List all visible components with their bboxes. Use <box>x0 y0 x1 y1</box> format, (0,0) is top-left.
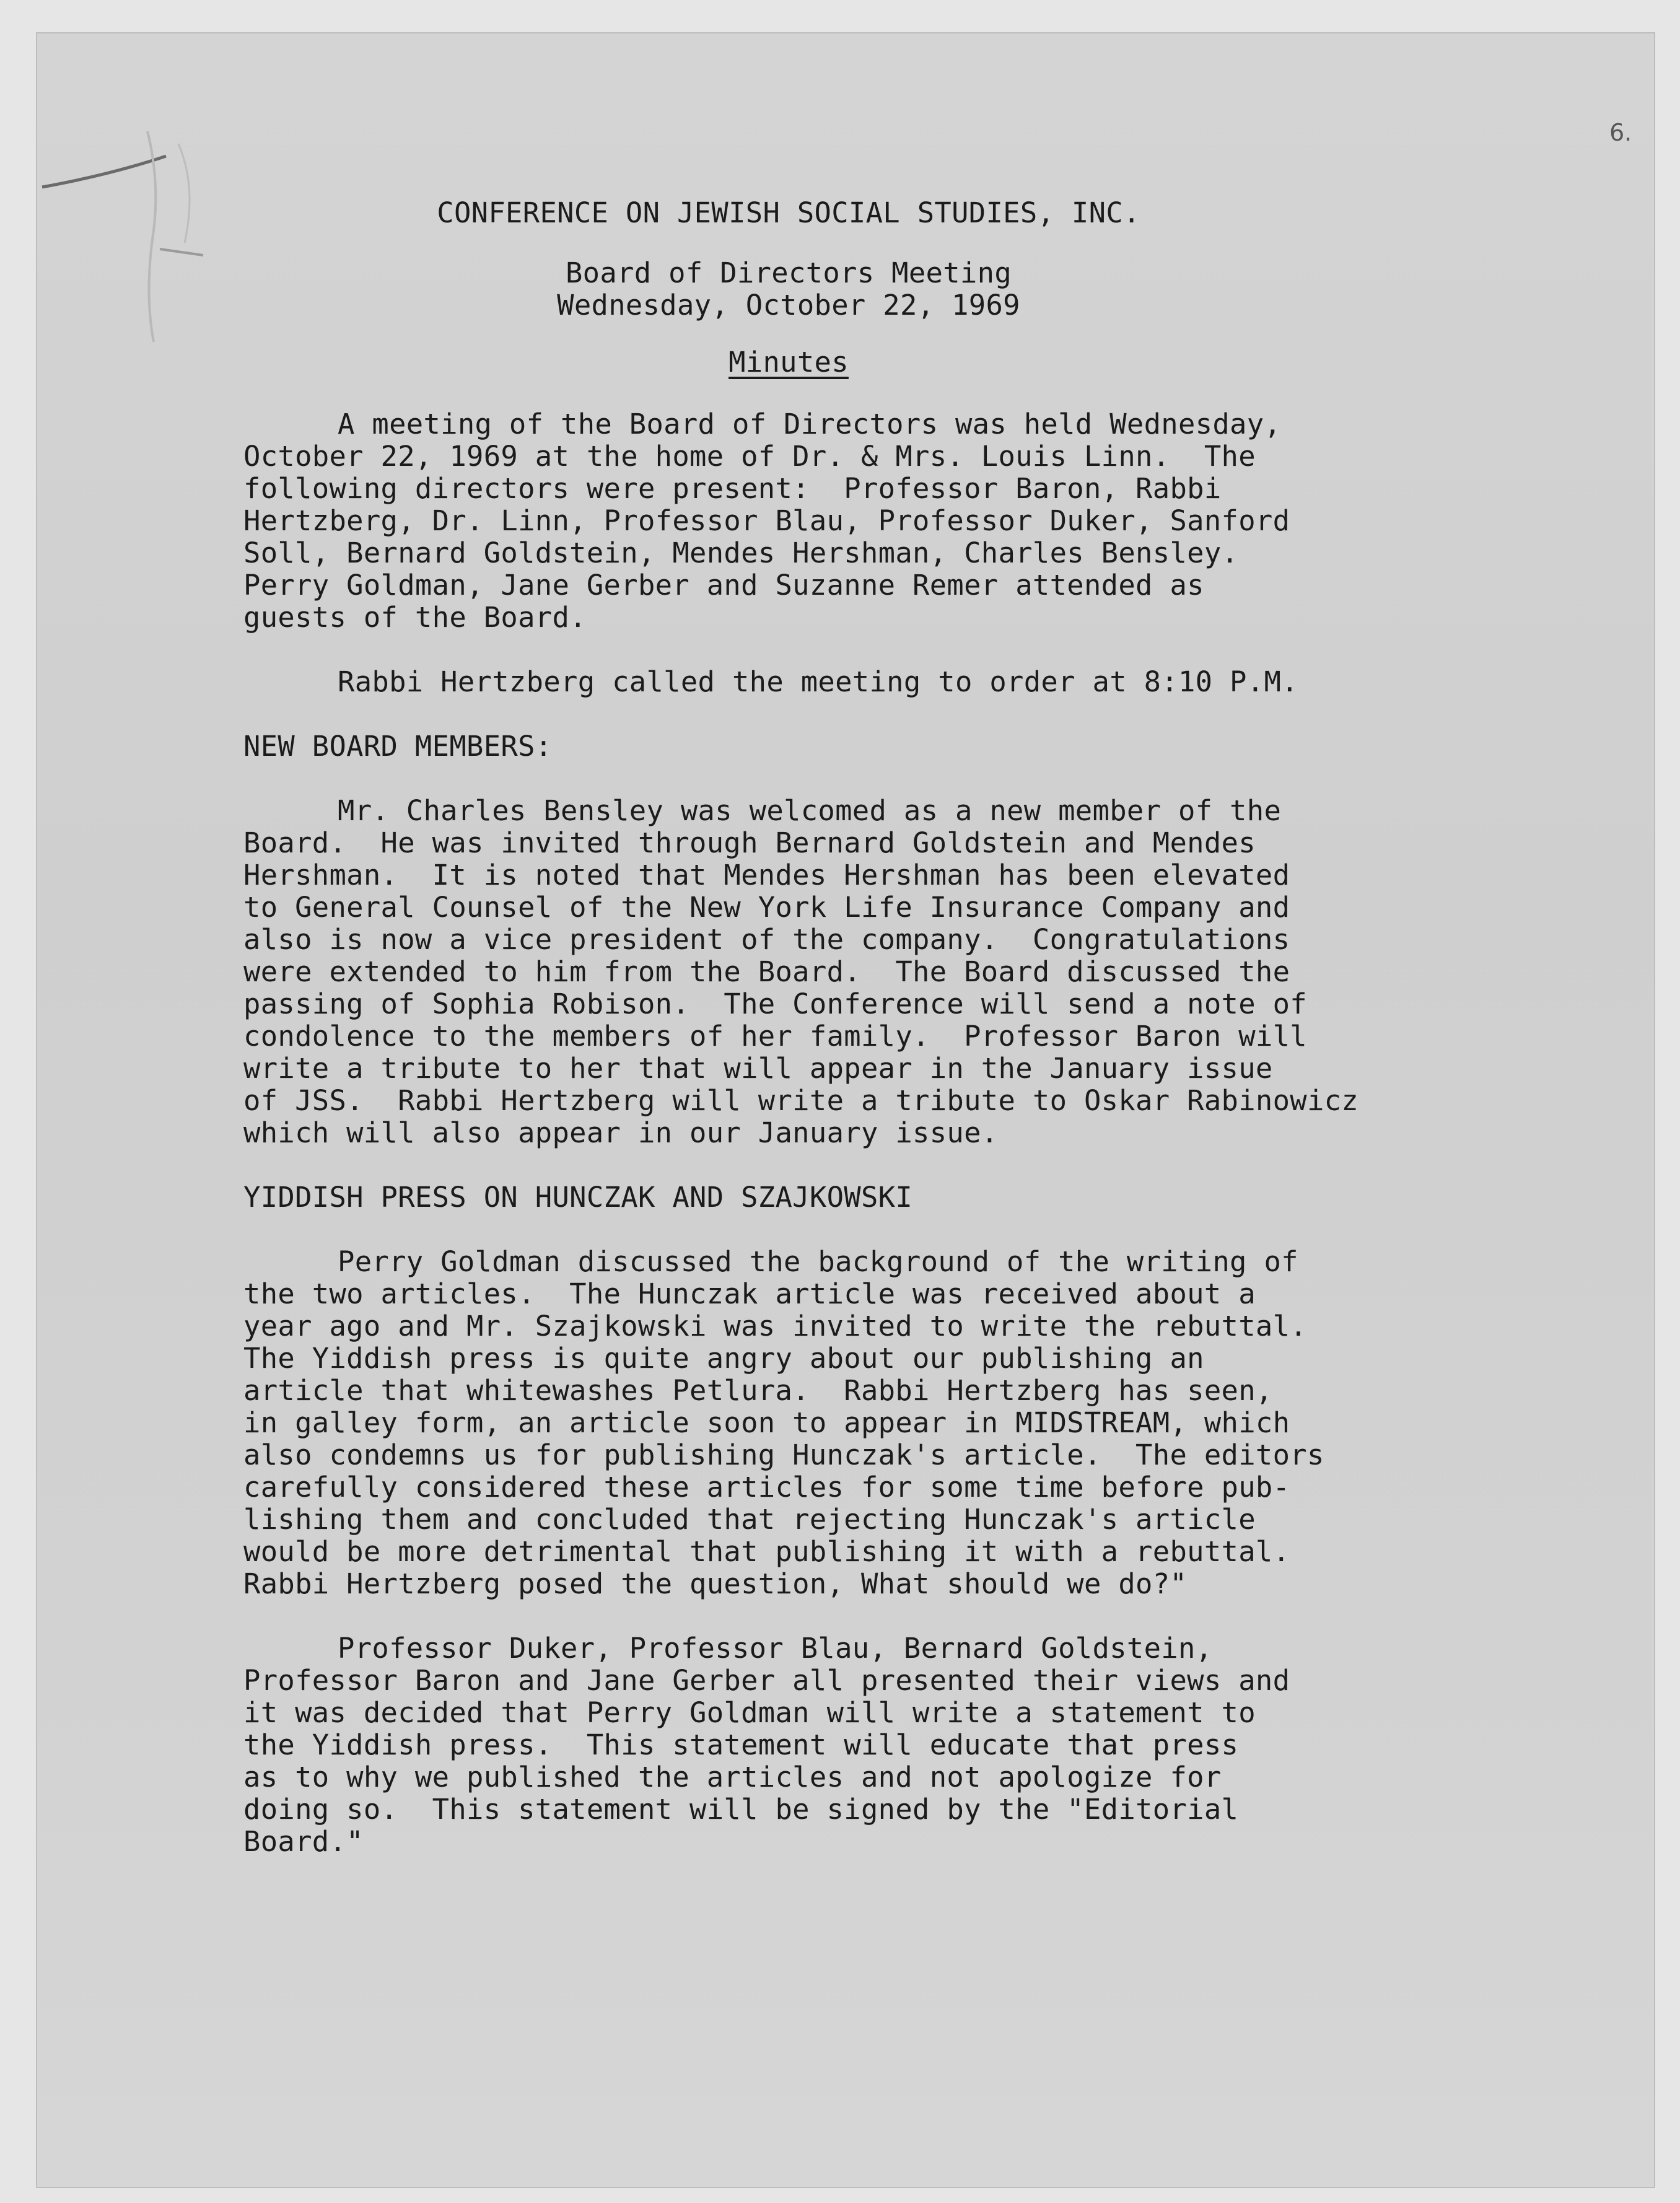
yiddish-press-paragraph-1: Perry Goldman discussed the background of the writing of the two articles. The Hunczak article was received about a year ago and Mr. Szajkowski was invited to write the rebuttal. The Yiddish press is quite angry about our publishing an article that whitewashes Petlura. Rabbi Hertzberg has seen, in galley form, an article soon to appear in MIDSTREAM, which also condemns us for publishing Hunczak's article. The editors carefully considered these articles for some time before pub- lishing them and concluded that rejecting Hunczak's article would be more detrimental that publishing it with a rebuttal. Rabbi Hertzberg posed the question, What should we do?" <box>243 1245 1324 1600</box>
new-board-members-paragraph: Mr. Charles Bensley was welcomed as a new member of the Board. He was invited through Bernard Goldstein and Mendes Hershman. It is noted that Mendes Hershman has been elevated to General Counsel of the New York Life Insurance Company and also is now a vice president of the company. Congratulations were extended to him from the Board. The Board discussed the passing of Sophia Robison. The Conference will send a note of condolence to the members of her family. Professor Baron will write a tribute to her that will appear in the January issue of JSS. Rabbi Hertzberg will write a tribute to Oskar Rabinowicz which will also appear in our January issue. <box>243 794 1359 1149</box>
call-to-order: Rabbi Hertzberg called the meeting to order at 8:10 P.M. <box>338 665 1298 698</box>
new-board-members-heading: NEW BOARD MEMBERS: <box>243 730 553 763</box>
minutes-heading: Minutes <box>728 346 849 379</box>
meeting-title: Board of Directors Meeting <box>565 256 1012 289</box>
yiddish-press-heading: YIDDISH PRESS ON HUNCZAK AND SZAJKOWSKI <box>243 1181 913 1214</box>
organization-title: CONFERENCE ON JEWISH SOCIAL STUDIES, INC. <box>437 196 1140 229</box>
meeting-date: Wednesday, October 22, 1969 <box>557 289 1020 322</box>
yiddish-press-paragraph-2: Professor Duker, Professor Blau, Bernard Goldstein, Professor Baron and Jane Gerber all presented their views and it was decided that Perry Goldman will write a statement to the Yiddish press. This statement will educate that press as to why we published the articles and not apologize for doing so. This statement will be signed by the "Editorial Board." <box>243 1632 1290 1858</box>
margin-scribble <box>36 107 259 367</box>
page-number: 6. <box>1609 119 1632 146</box>
document-body <box>243 197 1489 1890</box>
intro-paragraph: A meeting of the Board of Directors was held Wednesday, October 22, 1969 at the home of Dr. & Mrs. Louis Linn. The following directors were present: Professor Baron, Rabbi Hertzberg, Dr. Linn, Professor Blau, Professor Duker, Sanford Soll, Bernard Goldstein, Mendes Hershman, Charles Bensley. Perry Goldman, Jane Gerber and Suzanne Remer attended as guests of the Board. <box>243 408 1290 634</box>
